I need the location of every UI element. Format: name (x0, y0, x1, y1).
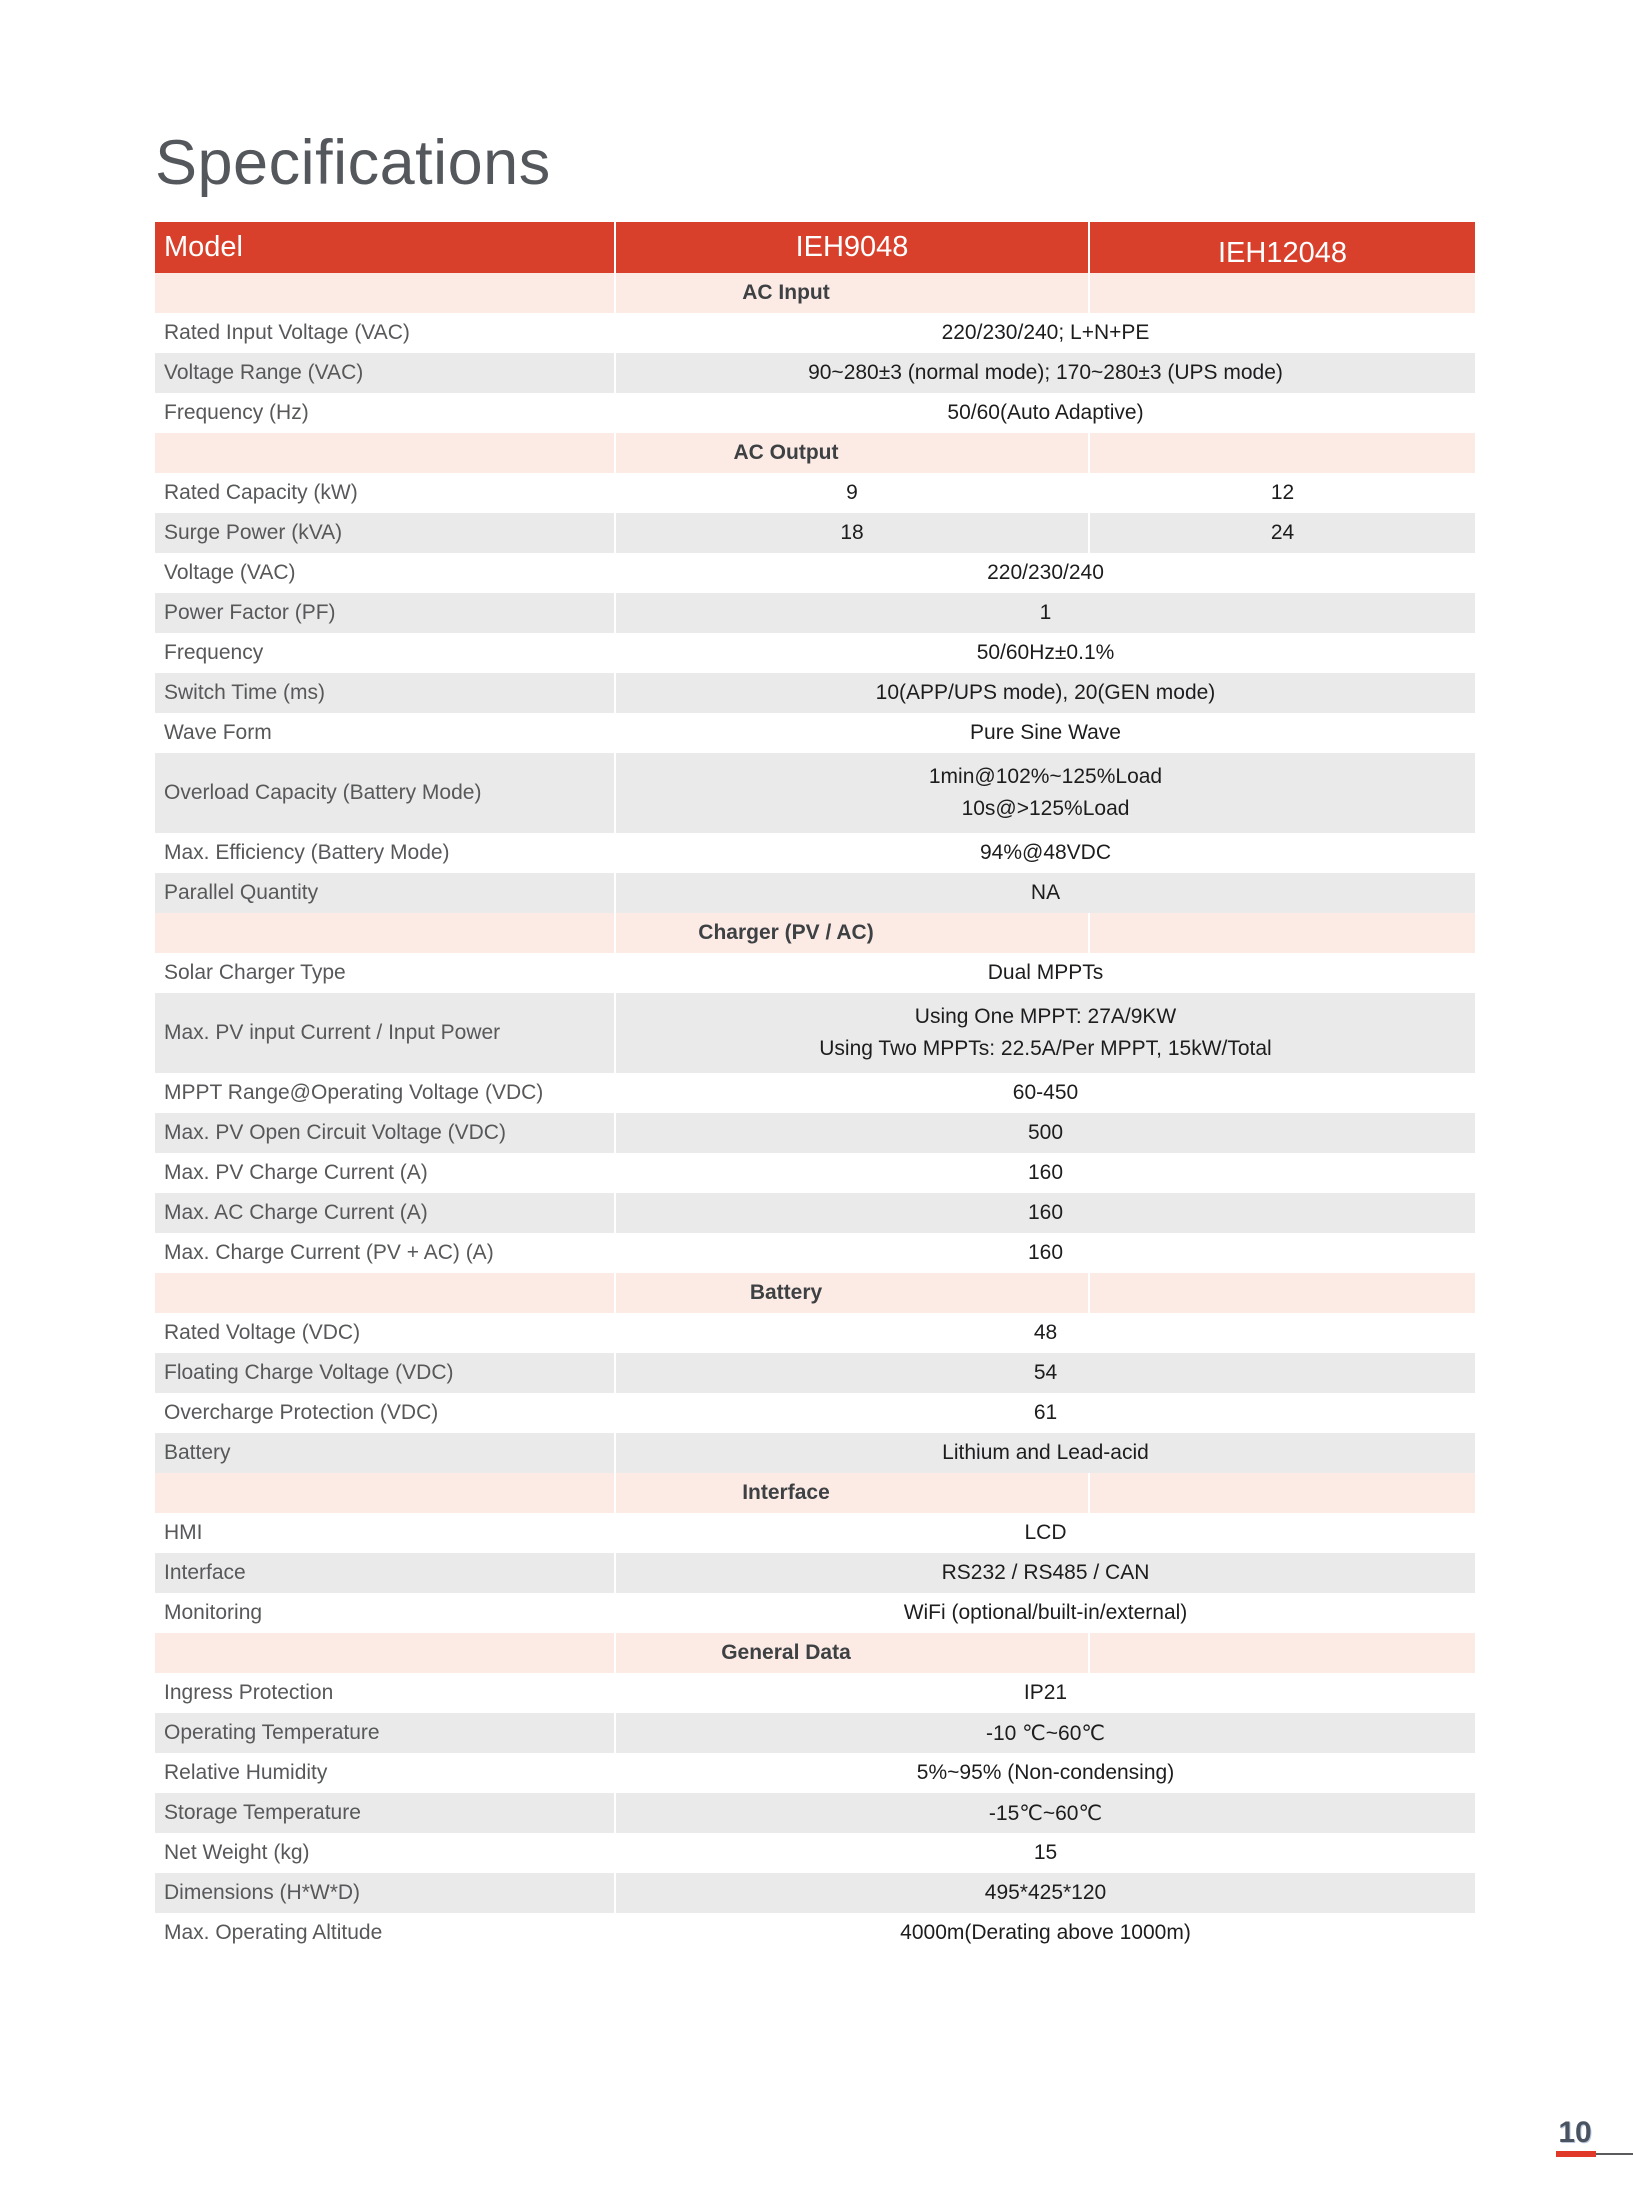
row-value: 1 (1039, 601, 1052, 624)
spec-row (155, 1833, 1475, 1873)
row-value-line: Using Two MPPTs: 22.5A/Per MPPT, 15kW/Total (819, 1037, 1272, 1060)
row-value-line: Using One MPPT: 27A/9KW (914, 1005, 1177, 1028)
row-value: 160 (1027, 1201, 1064, 1224)
header-model-ieh9048: IEH9048 (616, 222, 1090, 273)
row-value: 94%@48VDC (979, 841, 1112, 864)
row-value-ieh12048: 12 (1270, 481, 1295, 504)
row-value: 10(APP/UPS mode), 20(GEN mode) (875, 681, 1216, 704)
spec-row (155, 713, 1475, 753)
spec-row (155, 1793, 1475, 1833)
spec-row (155, 553, 1475, 593)
row-label: Wave Form (155, 713, 616, 753)
row-label: Surge Power (kVA) (155, 513, 616, 553)
row-label: Battery (155, 1433, 616, 1473)
spec-row (155, 1753, 1475, 1793)
spec-row (155, 1193, 1475, 1233)
row-label: Net Weight (kg) (155, 1833, 616, 1873)
header-model-label: Model (155, 222, 616, 273)
section-header-row (155, 433, 1475, 473)
row-label: Operating Temperature (155, 1713, 616, 1753)
section-title: Interface (742, 1481, 830, 1504)
row-label: Monitoring (155, 1593, 616, 1633)
header-model-ieh12048: IEH12048 (1218, 237, 1347, 269)
section-header-row (155, 273, 1475, 313)
spec-row (155, 993, 1475, 1073)
spec-row (155, 1113, 1475, 1153)
section-title: General Data (721, 1641, 851, 1664)
spec-row (155, 1353, 1475, 1393)
row-value: 220/230/240 (987, 561, 1104, 584)
row-value: 4000m(Derating above 1000m) (900, 1921, 1191, 1944)
row-label: Max. PV Charge Current (A) (155, 1153, 616, 1193)
row-value: -10 ℃~60℃ (986, 1721, 1105, 1745)
page-title: Specifications (155, 128, 551, 198)
row-label: Max. Efficiency (Battery Mode) (155, 833, 616, 873)
row-value: 500 (1027, 1121, 1064, 1144)
row-value: 220/230/240; L+N+PE (941, 321, 1150, 344)
row-value-line: 1min@102%~125%Load (928, 765, 1163, 788)
row-label: Max. Charge Current (PV + AC) (A) (155, 1233, 616, 1273)
spec-row (155, 353, 1475, 393)
row-label: Interface (155, 1553, 616, 1593)
spec-row (155, 1393, 1475, 1433)
row-label: Overcharge Protection (VDC) (155, 1393, 616, 1433)
row-label: Power Factor (PF) (155, 593, 616, 633)
row-label: Max. Operating Altitude (155, 1913, 616, 1953)
row-value: Pure Sine Wave (970, 721, 1121, 744)
row-label: Rated Voltage (VDC) (155, 1313, 616, 1353)
row-label: Max. PV input Current / Input Power (155, 993, 616, 1073)
row-label: Ingress Protection (155, 1673, 616, 1713)
row-value: 5%~95% (Non-condensing) (916, 1761, 1175, 1784)
row-label: Dimensions (H*W*D) (155, 1873, 616, 1913)
spec-row (155, 753, 1475, 833)
spec-row (155, 1513, 1475, 1553)
row-value-ieh12048: 24 (1270, 521, 1295, 544)
row-value: 495*425*120 (984, 1881, 1107, 1904)
row-value (616, 753, 1475, 833)
section-title: AC Output (733, 441, 839, 464)
spec-row (155, 1233, 1475, 1273)
row-value: -15℃~60℃ (988, 1801, 1103, 1825)
row-label: Rated Capacity (kW) (155, 473, 616, 513)
row-value-line: 10s@>125%Load (961, 797, 1130, 820)
row-label: HMI (155, 1513, 616, 1553)
spec-row (155, 1553, 1475, 1593)
section-header-row (155, 1473, 1475, 1513)
section-title: Charger (PV / AC) (698, 921, 874, 944)
spec-row (155, 1153, 1475, 1193)
row-label: Solar Charger Type (155, 953, 616, 993)
row-value: 50/60Hz±0.1% (976, 641, 1115, 664)
page-number: 10 (1558, 2116, 1592, 2149)
section-title: Battery (749, 1281, 823, 1304)
spec-row (155, 633, 1475, 673)
spec-row (155, 953, 1475, 993)
spec-row (155, 1873, 1475, 1913)
table-header-row (155, 222, 1475, 273)
row-label: Frequency (155, 633, 616, 673)
row-label: Floating Charge Voltage (VDC) (155, 1353, 616, 1393)
row-label: Max. PV Open Circuit Voltage (VDC) (155, 1113, 616, 1153)
row-label: Switch Time (ms) (155, 673, 616, 713)
row-value: 90~280±3 (normal mode); 170~280±3 (UPS mode) (808, 361, 1283, 384)
row-value: NA (1030, 881, 1061, 904)
row-value: 160 (1027, 1241, 1064, 1264)
section-header-row (155, 1633, 1475, 1673)
row-value: 160 (1027, 1161, 1064, 1184)
row-value: 61 (1033, 1401, 1058, 1424)
row-value: 48 (1033, 1321, 1058, 1344)
spec-row (155, 1673, 1475, 1713)
section-header-row (155, 1273, 1475, 1313)
spec-row (155, 1713, 1475, 1753)
row-label: MPPT Range@Operating Voltage (VDC) (155, 1073, 616, 1113)
row-value-ieh9048: 9 (616, 473, 1090, 513)
row-label: Frequency (Hz) (155, 393, 616, 433)
row-label: Voltage Range (VAC) (155, 353, 616, 393)
spec-row (155, 873, 1475, 913)
row-value: 60-450 (1012, 1081, 1079, 1104)
spec-row (155, 1073, 1475, 1113)
spec-row (155, 673, 1475, 713)
specifications-table (155, 222, 1475, 1953)
row-value-ieh9048: 18 (616, 513, 1090, 553)
row-value (616, 993, 1475, 1073)
spec-row (155, 473, 1475, 513)
row-value: 50/60(Auto Adaptive) (947, 401, 1144, 424)
row-value: 54 (1033, 1361, 1058, 1384)
spec-row (155, 1313, 1475, 1353)
spec-row (155, 833, 1475, 873)
row-label: Max. AC Charge Current (A) (155, 1193, 616, 1233)
row-value: IP21 (1023, 1681, 1068, 1704)
row-label: Parallel Quantity (155, 873, 616, 913)
row-value: 15 (1033, 1841, 1058, 1864)
row-value: LCD (1024, 1521, 1067, 1544)
table-body (155, 273, 1475, 1953)
row-label: Overload Capacity (Battery Mode) (155, 753, 616, 833)
row-label: Voltage (VAC) (155, 553, 616, 593)
spec-row (155, 313, 1475, 353)
row-value: WiFi (optional/built-in/external) (903, 1601, 1188, 1624)
row-value: RS232 / RS485 / CAN (941, 1561, 1150, 1584)
row-label: Relative Humidity (155, 1753, 616, 1793)
footer-rule-line (1596, 2153, 1633, 2155)
footer-red-bar (1556, 2151, 1596, 2157)
section-title: AC Input (742, 281, 830, 304)
spec-row (155, 513, 1475, 553)
spec-row (155, 593, 1475, 633)
row-value: Dual MPPTs (987, 961, 1104, 984)
spec-row (155, 393, 1475, 433)
spec-row (155, 1433, 1475, 1473)
spec-row (155, 1913, 1475, 1953)
row-value: Lithium and Lead-acid (942, 1441, 1149, 1464)
row-label: Rated Input Voltage (VAC) (155, 313, 616, 353)
spec-row (155, 1593, 1475, 1633)
section-header-row (155, 913, 1475, 953)
row-label: Storage Temperature (155, 1793, 616, 1833)
